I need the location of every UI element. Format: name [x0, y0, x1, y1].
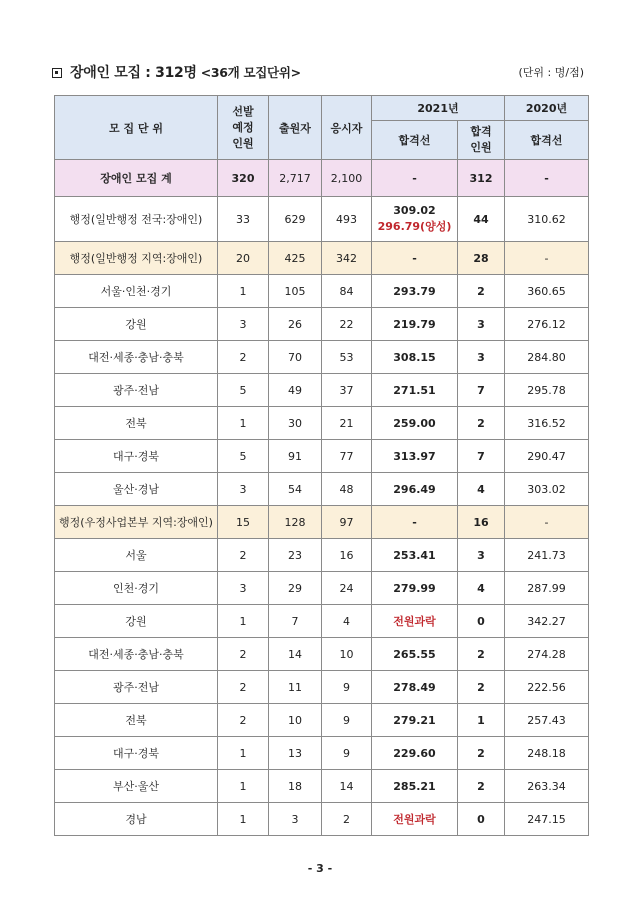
cutoff-2020-cell: 360.65: [505, 275, 589, 308]
planned-cell: 3: [218, 572, 269, 605]
passed-cell: 2: [458, 638, 505, 671]
national-passed: 44: [458, 197, 505, 242]
region-name: 부산·울산: [55, 770, 218, 803]
examinees-cell: 22: [322, 308, 372, 341]
passed-cell: 3: [458, 539, 505, 572]
cutoff-cell: 278.49: [372, 671, 458, 704]
region-name: 울산·경남: [55, 473, 218, 506]
col-unit-header: 모 집 단 위: [55, 96, 218, 160]
examinees-cell: 4: [322, 605, 372, 638]
planned-cell: 3: [218, 473, 269, 506]
total-examinees: 2,100: [322, 160, 372, 197]
table-row: [55, 770, 589, 803]
col-2021-header: 2021년: [372, 96, 505, 121]
examinees-cell: 14: [322, 770, 372, 803]
cutoff-2020-cell: 241.73: [505, 539, 589, 572]
total-cutoff: -: [372, 160, 458, 197]
table-row: [55, 737, 589, 770]
region-name: 강원: [55, 308, 218, 341]
cutoff-cell: 265.55: [372, 638, 458, 671]
passed-cell: 0: [458, 803, 505, 836]
cutoff-2020-cell: 295.78: [505, 374, 589, 407]
cutoff-cell: 271.51: [372, 374, 458, 407]
cutoff-cell: 279.21: [372, 704, 458, 737]
cutoff-cell: 전원과락: [372, 803, 458, 836]
cutoff-2020-cell: 248.18: [505, 737, 589, 770]
passed-cell: 0: [458, 605, 505, 638]
cutoff-2020-cell: 274.28: [505, 638, 589, 671]
passed-cell: 7: [458, 374, 505, 407]
group-postal-cutoff-2020: -: [505, 506, 589, 539]
col-2020-header: 2020년: [505, 96, 589, 121]
table-row: [55, 473, 589, 506]
cutoff-2020-cell: 276.12: [505, 308, 589, 341]
planned-cell: 1: [218, 605, 269, 638]
group-postal-cutoff: -: [372, 506, 458, 539]
table-row: [55, 671, 589, 704]
table-row: [55, 605, 589, 638]
applicants-cell: 11: [269, 671, 322, 704]
table-row: [55, 341, 589, 374]
unit-note: (단위 : 명/점): [518, 66, 584, 79]
square-bullet-icon: [52, 68, 62, 78]
examinees-cell: 77: [322, 440, 372, 473]
passed-cell: 4: [458, 572, 505, 605]
cutoff-cell: 313.97: [372, 440, 458, 473]
planned-cell: 1: [218, 407, 269, 440]
applicants-cell: 18: [269, 770, 322, 803]
region-name: 전북: [55, 407, 218, 440]
total-applicants: 2,717: [269, 160, 322, 197]
planned-cell: 5: [218, 374, 269, 407]
cutoff-2020-cell: 263.34: [505, 770, 589, 803]
cutoff-cell: 259.00: [372, 407, 458, 440]
examinees-cell: 9: [322, 671, 372, 704]
applicants-cell: 30: [269, 407, 322, 440]
region-name: 강원: [55, 605, 218, 638]
col-planned-header: 선발 예정 인원: [218, 96, 269, 160]
total-passed: 312: [458, 160, 505, 197]
group-regional-passed: 28: [458, 242, 505, 275]
region-name: 대전·세종·충남·충북: [55, 638, 218, 671]
total-planned: 320: [218, 160, 269, 197]
cutoff-cell: 308.15: [372, 341, 458, 374]
applicants-cell: 14: [269, 638, 322, 671]
group-regional-name: 행정(일반행정 지역:장애인): [55, 242, 218, 275]
examinees-cell: 9: [322, 704, 372, 737]
cutoff-2020-cell: 290.47: [505, 440, 589, 473]
examinees-cell: 21: [322, 407, 372, 440]
planned-cell: 2: [218, 341, 269, 374]
col-applicants-header: 출원자: [269, 96, 322, 160]
passed-cell: 7: [458, 440, 505, 473]
passed-cell: 4: [458, 473, 505, 506]
cutoff-cell: 296.49: [372, 473, 458, 506]
examinees-cell: 84: [322, 275, 372, 308]
applicants-cell: 105: [269, 275, 322, 308]
title-row: [52, 62, 588, 84]
cutoff-2020-cell: 287.99: [505, 572, 589, 605]
cutoff-cell: 229.60: [372, 737, 458, 770]
passed-cell: 3: [458, 308, 505, 341]
group-row-postal: [55, 506, 589, 539]
region-name: 대전·세종·충남·충북: [55, 341, 218, 374]
col-examinees-header: 응시자: [322, 96, 372, 160]
total-row: [55, 160, 589, 197]
national-cutoff-gender: 296.79(양성): [377, 220, 452, 233]
table-row: [55, 440, 589, 473]
examinees-cell: 53: [322, 341, 372, 374]
title-text: 장애인 모집 : 312명: [70, 65, 197, 81]
total-name: 장애인 모집 계: [55, 160, 218, 197]
examinees-cell: 37: [322, 374, 372, 407]
region-name: 대구·경북: [55, 737, 218, 770]
planned-cell: 5: [218, 440, 269, 473]
group-regional-planned: 20: [218, 242, 269, 275]
region-name: 인천·경기: [55, 572, 218, 605]
applicants-cell: 49: [269, 374, 322, 407]
cutoff-2020-cell: 316.52: [505, 407, 589, 440]
cutoff-2020-cell: 247.15: [505, 803, 589, 836]
planned-cell: 1: [218, 737, 269, 770]
examinees-cell: 9: [322, 737, 372, 770]
applicants-cell: 3: [269, 803, 322, 836]
passed-cell: 2: [458, 407, 505, 440]
postal-rows: [55, 539, 589, 836]
examinees-cell: 2: [322, 803, 372, 836]
national-name: 행정(일반행정 전국:장애인): [55, 197, 218, 242]
table-row: [55, 275, 589, 308]
planned-cell: 2: [218, 704, 269, 737]
region-name: 광주·전남: [55, 671, 218, 704]
planned-cell: 1: [218, 770, 269, 803]
table-row: [55, 374, 589, 407]
cutoff-2020-cell: 303.02: [505, 473, 589, 506]
passed-cell: 2: [458, 671, 505, 704]
regional-rows: [55, 275, 589, 506]
cutoff-cell: 279.99: [372, 572, 458, 605]
table-row: [55, 638, 589, 671]
table-row: [55, 704, 589, 737]
group-postal-planned: 15: [218, 506, 269, 539]
applicants-cell: 70: [269, 341, 322, 374]
group-postal-name: 행정(우정사업본부 지역:장애인): [55, 506, 218, 539]
passed-cell: 2: [458, 737, 505, 770]
applicants-cell: 23: [269, 539, 322, 572]
header-row: [55, 96, 589, 121]
cutoff-cell: 전원과락: [372, 605, 458, 638]
total-cutoff-2020: -: [505, 160, 589, 197]
table-row: [55, 308, 589, 341]
applicants-cell: 7: [269, 605, 322, 638]
page-title: [52, 62, 301, 82]
cutoff-2020-cell: 284.80: [505, 341, 589, 374]
applicants-cell: 54: [269, 473, 322, 506]
region-name: 대구·경북: [55, 440, 218, 473]
national-applicants: 629: [269, 197, 322, 242]
passed-cell: 3: [458, 341, 505, 374]
planned-cell: 2: [218, 671, 269, 704]
region-name: 경남: [55, 803, 218, 836]
group-regional-applicants: 425: [269, 242, 322, 275]
cutoff-2020-cell: 342.27: [505, 605, 589, 638]
group-regional-cutoff: -: [372, 242, 458, 275]
examinees-cell: 48: [322, 473, 372, 506]
planned-cell: 1: [218, 803, 269, 836]
col-cutoff-2020-header: 합격선: [505, 121, 589, 160]
national-cutoff-cell: [372, 197, 458, 242]
national-row: [55, 197, 589, 242]
national-cutoff-2020: 310.62: [505, 197, 589, 242]
group-postal-examinees: 97: [322, 506, 372, 539]
col-cutoff-header: 합격선: [372, 121, 458, 160]
region-name: 전북: [55, 704, 218, 737]
cutoff-cell: 219.79: [372, 308, 458, 341]
applicants-cell: 29: [269, 572, 322, 605]
applicants-cell: 13: [269, 737, 322, 770]
page-number: - 3 -: [307, 862, 333, 875]
cutoff-2020-cell: 222.56: [505, 671, 589, 704]
group-postal-applicants: 128: [269, 506, 322, 539]
applicants-cell: 10: [269, 704, 322, 737]
region-name: 광주·전남: [55, 374, 218, 407]
planned-cell: 2: [218, 539, 269, 572]
examinees-cell: 24: [322, 572, 372, 605]
planned-cell: 1: [218, 275, 269, 308]
planned-cell: 3: [218, 308, 269, 341]
passed-cell: 1: [458, 704, 505, 737]
passed-cell: 2: [458, 275, 505, 308]
examinees-cell: 10: [322, 638, 372, 671]
passed-cell: 2: [458, 770, 505, 803]
table-row: [55, 803, 589, 836]
region-name: 서울·인천·경기: [55, 275, 218, 308]
cutoff-cell: 293.79: [372, 275, 458, 308]
examinees-cell: 16: [322, 539, 372, 572]
cutoff-cell: 285.21: [372, 770, 458, 803]
region-name: 서울: [55, 539, 218, 572]
title-subtitle: <36개 모집단위>: [200, 65, 301, 80]
group-postal-passed: 16: [458, 506, 505, 539]
table-row: [55, 539, 589, 572]
recruitment-table: [54, 95, 589, 836]
table-row: [55, 572, 589, 605]
col-passed-header: 합격 인원: [458, 121, 505, 160]
national-examinees: 493: [322, 197, 372, 242]
planned-cell: 2: [218, 638, 269, 671]
group-regional-cutoff-2020: -: [505, 242, 589, 275]
national-cutoff: 309.02: [393, 204, 436, 217]
group-regional-examinees: 342: [322, 242, 372, 275]
national-planned: 33: [218, 197, 269, 242]
group-row-regional: [55, 242, 589, 275]
cutoff-2020-cell: 257.43: [505, 704, 589, 737]
cutoff-cell: 253.41: [372, 539, 458, 572]
table-row: [55, 407, 589, 440]
applicants-cell: 91: [269, 440, 322, 473]
applicants-cell: 26: [269, 308, 322, 341]
